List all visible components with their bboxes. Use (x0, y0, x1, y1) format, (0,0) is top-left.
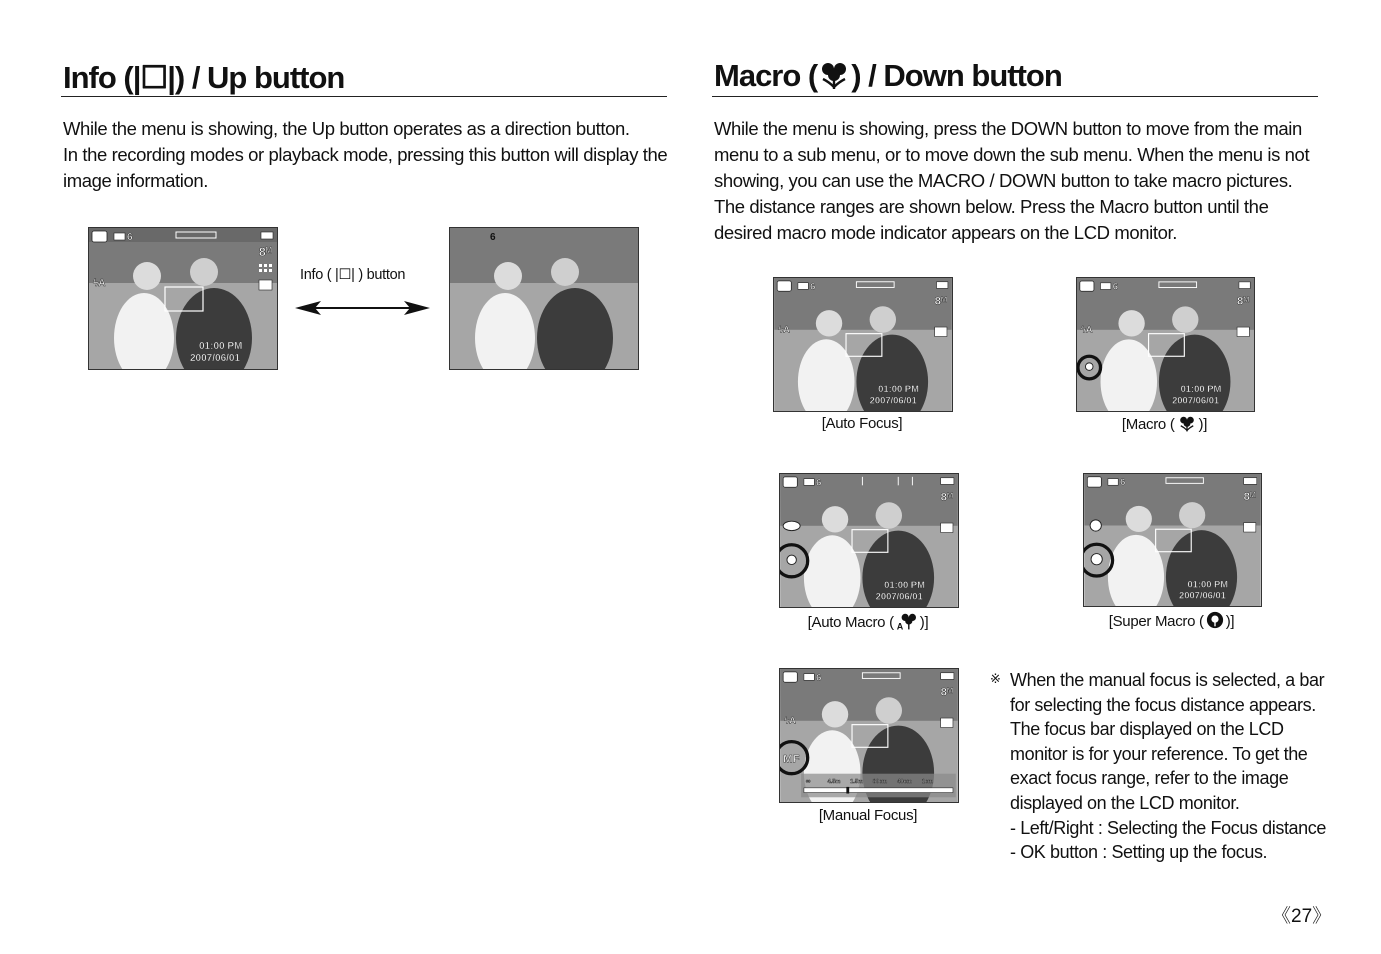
svg-text:8ᴹ: 8ᴹ (940, 491, 953, 504)
svg-text:8ᴹ: 8ᴹ (1243, 491, 1256, 504)
svg-text:6: 6 (816, 671, 822, 683)
macro-title-suffix: ) / Down button (851, 58, 1062, 93)
svg-text:ϟA: ϟA (784, 714, 796, 726)
svg-text:A: A (896, 621, 903, 630)
macro-title-prefix: Macro ( (714, 58, 818, 93)
note-line: exact focus range, refer to the image (1010, 768, 1289, 789)
svg-text:40cm: 40cm (897, 779, 912, 786)
svg-text:01:00 PM: 01:00 PM (1187, 579, 1229, 590)
note-line: monitor is for your reference. To get the (1010, 743, 1308, 764)
lcd-screen-auto-focus (773, 277, 953, 412)
note-line: displayed on the LCD monitor. (1010, 792, 1240, 813)
note-mark: ※ (990, 671, 1001, 686)
svg-text:01:00 PM: 01:00 PM (1180, 383, 1222, 395)
super-macro-icon (1206, 611, 1224, 629)
lcd-screen-macro (1076, 277, 1255, 412)
svg-text:ϟA: ϟA (1080, 323, 1093, 335)
lcd-shots: 6 (490, 232, 496, 243)
flower-icon (1177, 415, 1197, 432)
caption-super-macro: [Super Macro ( )] (1108, 613, 1235, 630)
svg-text:ϟA: ϟA (93, 278, 106, 289)
right-paragraph-line: The distance ranges are shown below. Press the Macro button until the (714, 196, 1269, 217)
caption-auto-focus: [Auto Focus] (821, 415, 903, 432)
svg-text:01:00 PM: 01:00 PM (878, 383, 919, 395)
lcd-screen-info-full (88, 227, 278, 370)
flower-a-icon (896, 612, 918, 630)
note-bullet: - OK button : Setting up the focus. (1010, 842, 1268, 863)
svg-text:1.5m: 1.5m (850, 779, 863, 786)
flower-icon (817, 60, 851, 90)
lcd-screen-info-minimal (449, 227, 639, 370)
info-up-title: Info (|☐|) / Up button (63, 60, 345, 95)
svg-text:1cm: 1cm (921, 779, 934, 786)
page-number: 《27》 (1272, 906, 1332, 927)
lcd-screen-super-macro (1083, 473, 1262, 607)
note-bullet: - Left/Right : Selecting the Focus distance (1010, 817, 1326, 838)
lcd-time: 01:00 PM (199, 341, 243, 352)
svg-text:6: 6 (1112, 280, 1119, 292)
lcd-screen-auto-macro (779, 473, 959, 608)
left-paragraph-line: In the recording modes or playback mode, pressing this button will display the (63, 144, 668, 165)
right-paragraph (714, 116, 1324, 246)
caption-auto-macro: [Auto Macro ( A )] (807, 614, 929, 631)
left-title-rule (61, 96, 667, 97)
svg-text:ϟA: ϟA (778, 323, 790, 335)
svg-text:2007/06/01: 2007/06/01 (875, 590, 923, 602)
svg-text:∞: ∞ (805, 778, 811, 786)
caption-macro: [Macro ( )] (1121, 416, 1208, 433)
left-paragraph (63, 116, 673, 194)
svg-text:6: 6 (816, 476, 822, 488)
svg-text:01:00 PM: 01:00 PM (884, 579, 925, 591)
manual-focus-note (1010, 668, 1340, 865)
lcd-date: 2007/06/01 (190, 353, 241, 364)
svg-text:2007/06/01: 2007/06/01 (869, 394, 917, 406)
svg-text:6: 6 (810, 280, 816, 292)
svg-text:8ᴹ: 8ᴹ (1237, 295, 1250, 308)
svg-text:2007/06/01: 2007/06/01 (1172, 394, 1220, 406)
lcd-shots: 6 (127, 232, 133, 243)
left-paragraph-line: While the menu is showing, the Up button operates as a direction button. (63, 118, 630, 139)
svg-text:6: 6 (1120, 477, 1126, 488)
left-paragraph-line: image information. (63, 170, 208, 191)
svg-text:8ᴹ: 8ᴹ (940, 686, 953, 699)
svg-text:MF: MF (783, 753, 800, 766)
right-paragraph-line: showing, you can use the MACRO / DOWN button to take macro pictures. (714, 170, 1293, 191)
note-line: for selecting the focus distance appears. (1010, 694, 1316, 715)
caption-manual-focus: [Manual Focus] (818, 807, 918, 824)
svg-text:4.5m: 4.5m (827, 779, 841, 786)
right-title-rule (712, 96, 1318, 97)
note-line: When the manual focus is selected, a bar (1010, 670, 1325, 690)
note-line: The focus bar displayed on the LCD (1010, 719, 1284, 740)
svg-text:8ᴹ: 8ᴹ (934, 295, 947, 308)
double-arrow-icon (295, 298, 430, 318)
svg-text:80cm: 80cm (872, 779, 888, 786)
info-button-label: Info ( |☐| ) button (300, 267, 406, 283)
lcd-screen-manual-focus (779, 668, 959, 803)
right-paragraph-line: While the menu is showing, press the DOWN button to move from the main (714, 118, 1302, 139)
svg-text:2007/06/01: 2007/06/01 (1179, 590, 1226, 601)
right-paragraph-line: desired macro mode indicator appears on the LCD monitor. (714, 222, 1177, 243)
svg-text:8ᴹ: 8ᴹ (259, 245, 272, 259)
macro-down-title (714, 58, 1062, 94)
right-paragraph-line: menu to a sub menu, or to move down the sub menu. When the menu is not (714, 144, 1310, 165)
